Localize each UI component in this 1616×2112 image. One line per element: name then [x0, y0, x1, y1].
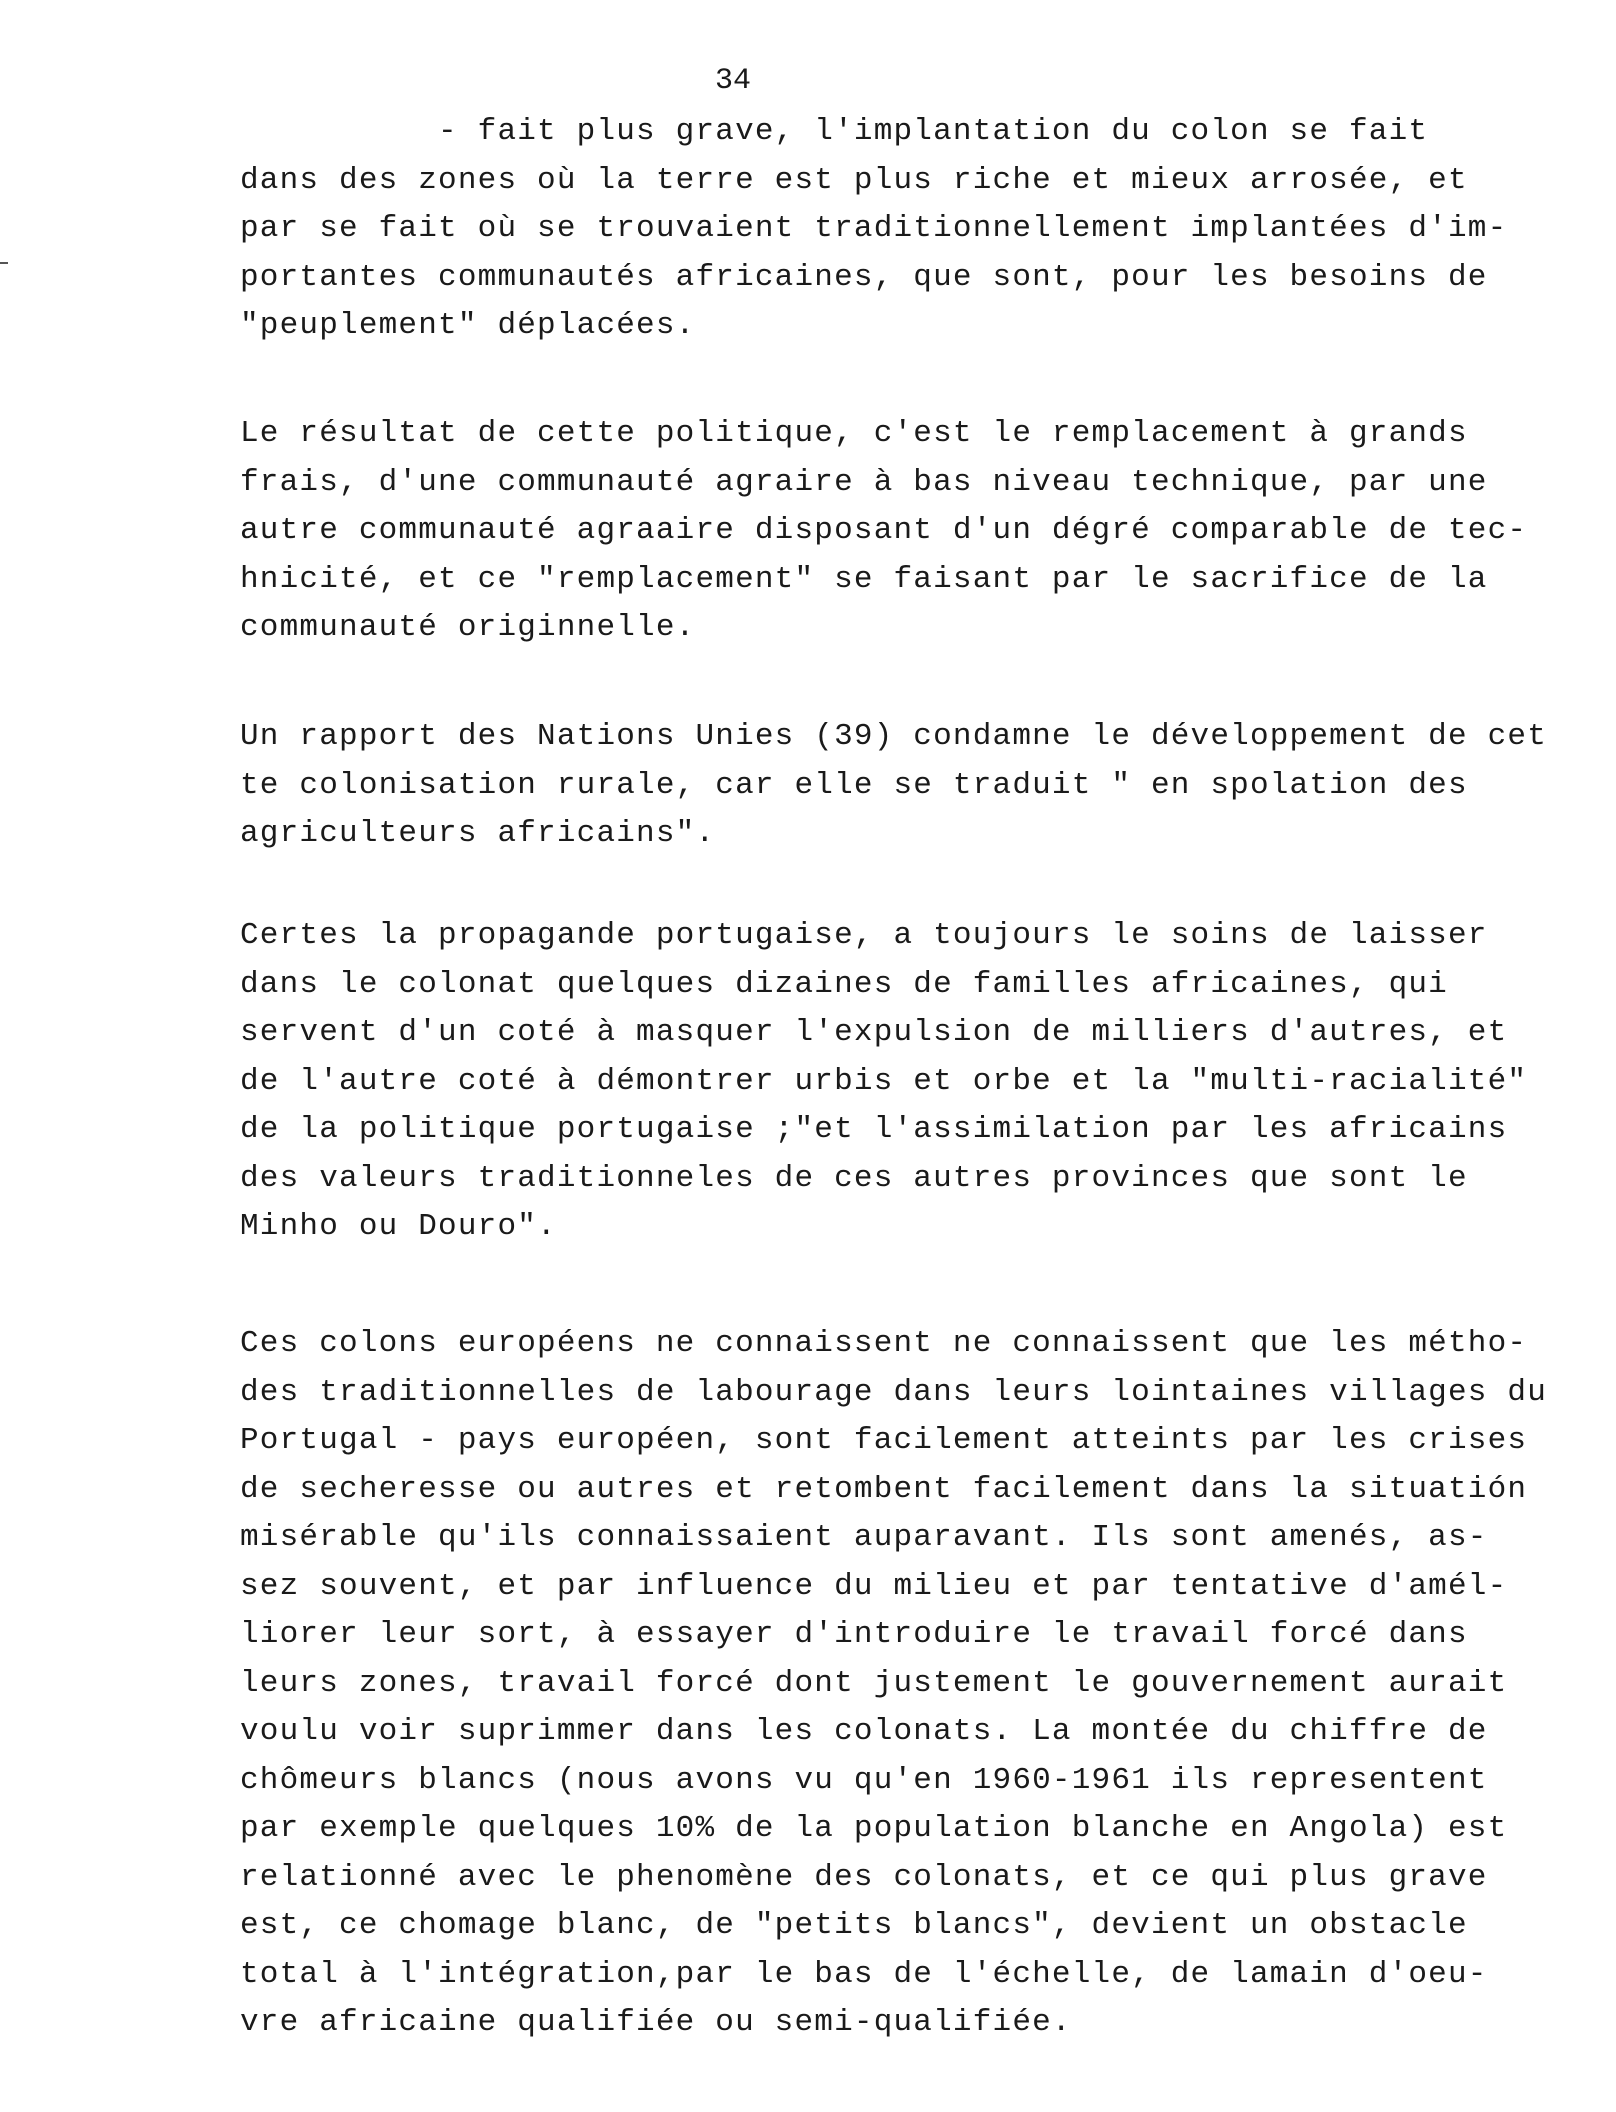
text-line: servent d'un coté à masquer l'expulsion de milliers d'autres, et — [240, 1015, 1508, 1050]
text-line: dans des zones où la terre est plus riche et mieux arrosée, et — [240, 162, 1468, 198]
text-line: autre communauté agraaire disposant d'un dégré comparable de tec- — [240, 513, 1528, 548]
text-line: Le résultat de cette politique, c'est le remplacement à grands — [240, 416, 1468, 451]
text-line: Un rapport des Nations Unies (39) condamne le développement de cet — [240, 719, 1547, 754]
text-line: portantes communautés africaines, que sont, pour les besoins de — [240, 259, 1488, 295]
page-number: 34 — [715, 64, 752, 98]
text-line: relationné avec le phenomène des colonats, et ce qui plus grave — [240, 1859, 1488, 1895]
scan-edge-mark — [0, 262, 8, 264]
paragraph-3 — [240, 713, 1600, 859]
paragraph-1 — [240, 108, 1600, 351]
text-line: des traditionnelles de labourage dans leurs lointaines villages du — [240, 1374, 1547, 1410]
text-line: "peuplement" déplacées. — [240, 308, 696, 343]
text-line: de l'autre coté à démontrer urbis et orbe et la "multi-racialité" — [240, 1063, 1528, 1099]
text-line: liorer leur sort, à essayer d'introduire le travail forcé dans — [240, 1617, 1468, 1652]
paragraph-2 — [240, 410, 1600, 653]
text-line: Minho ou Douro". — [240, 1209, 557, 1244]
text-line: te colonisation rurale, car elle se traduit " en spolation des — [240, 767, 1468, 803]
text-line: par se fait où se trouvaient traditionnellement implantées d'im- — [240, 211, 1508, 246]
text-line: misérable qu'ils connaissaient auparavant. Ils sont amenés, as- — [240, 1520, 1488, 1555]
text-line: voulu voir suprimmer dans les colonats. La montée du chiffre de — [240, 1714, 1488, 1749]
text-line: de la politique portugaise ;"et l'assimilation par les africains — [240, 1112, 1508, 1147]
text-line: - fait plus grave, l'implantation du colon se fait — [240, 114, 1429, 149]
text-line: total à l'intégration,par le bas de l'échelle, de lamain d'oeu- — [240, 1956, 1488, 1992]
text-line: Ces colons européens ne connaissent ne connaissent que les métho- — [240, 1326, 1528, 1361]
text-line: hnicité, et ce "remplacement" se faisant par le sacrifice de la — [240, 561, 1488, 597]
text-line: agriculteurs africains". — [240, 816, 716, 851]
text-line: chômeurs blancs (nous avons vu qu'en 1960-1961 ils representent — [240, 1762, 1488, 1798]
text-line: de secheresse ou autres et retombent facilement dans la situatión — [240, 1471, 1528, 1507]
text-line: leurs zones, travail forcé dont justement le gouvernement aurait — [240, 1665, 1508, 1701]
text-line: par exemple quelques 10% de la population blanche en Angola) est — [240, 1811, 1508, 1846]
text-line: vre africaine qualifiée ou semi-qualifiée. — [240, 2005, 1072, 2040]
text-line: frais, d'une communauté agraire à bas niveau technique, par une — [240, 464, 1488, 500]
paragraph-4 — [240, 912, 1600, 1252]
text-line: Portugal - pays européen, sont facilement atteints par les crises — [240, 1423, 1528, 1458]
text-line: Certes la propagande portugaise, a toujours le soins de laisser — [240, 918, 1488, 953]
text-line: dans le colonat quelques dizaines de familles africaines, qui — [240, 966, 1448, 1002]
text-line: est, ce chomage blanc, de "petits blancs", devient un obstacle — [240, 1908, 1468, 1943]
paragraph-5 — [240, 1320, 1600, 2048]
text-line: des valeurs traditionneles de ces autres provinces que sont le — [240, 1160, 1468, 1196]
text-line: sez souvent, et par influence du milieu et par tentative d'amél- — [240, 1568, 1508, 1604]
text-line: communauté originnelle. — [240, 610, 696, 645]
